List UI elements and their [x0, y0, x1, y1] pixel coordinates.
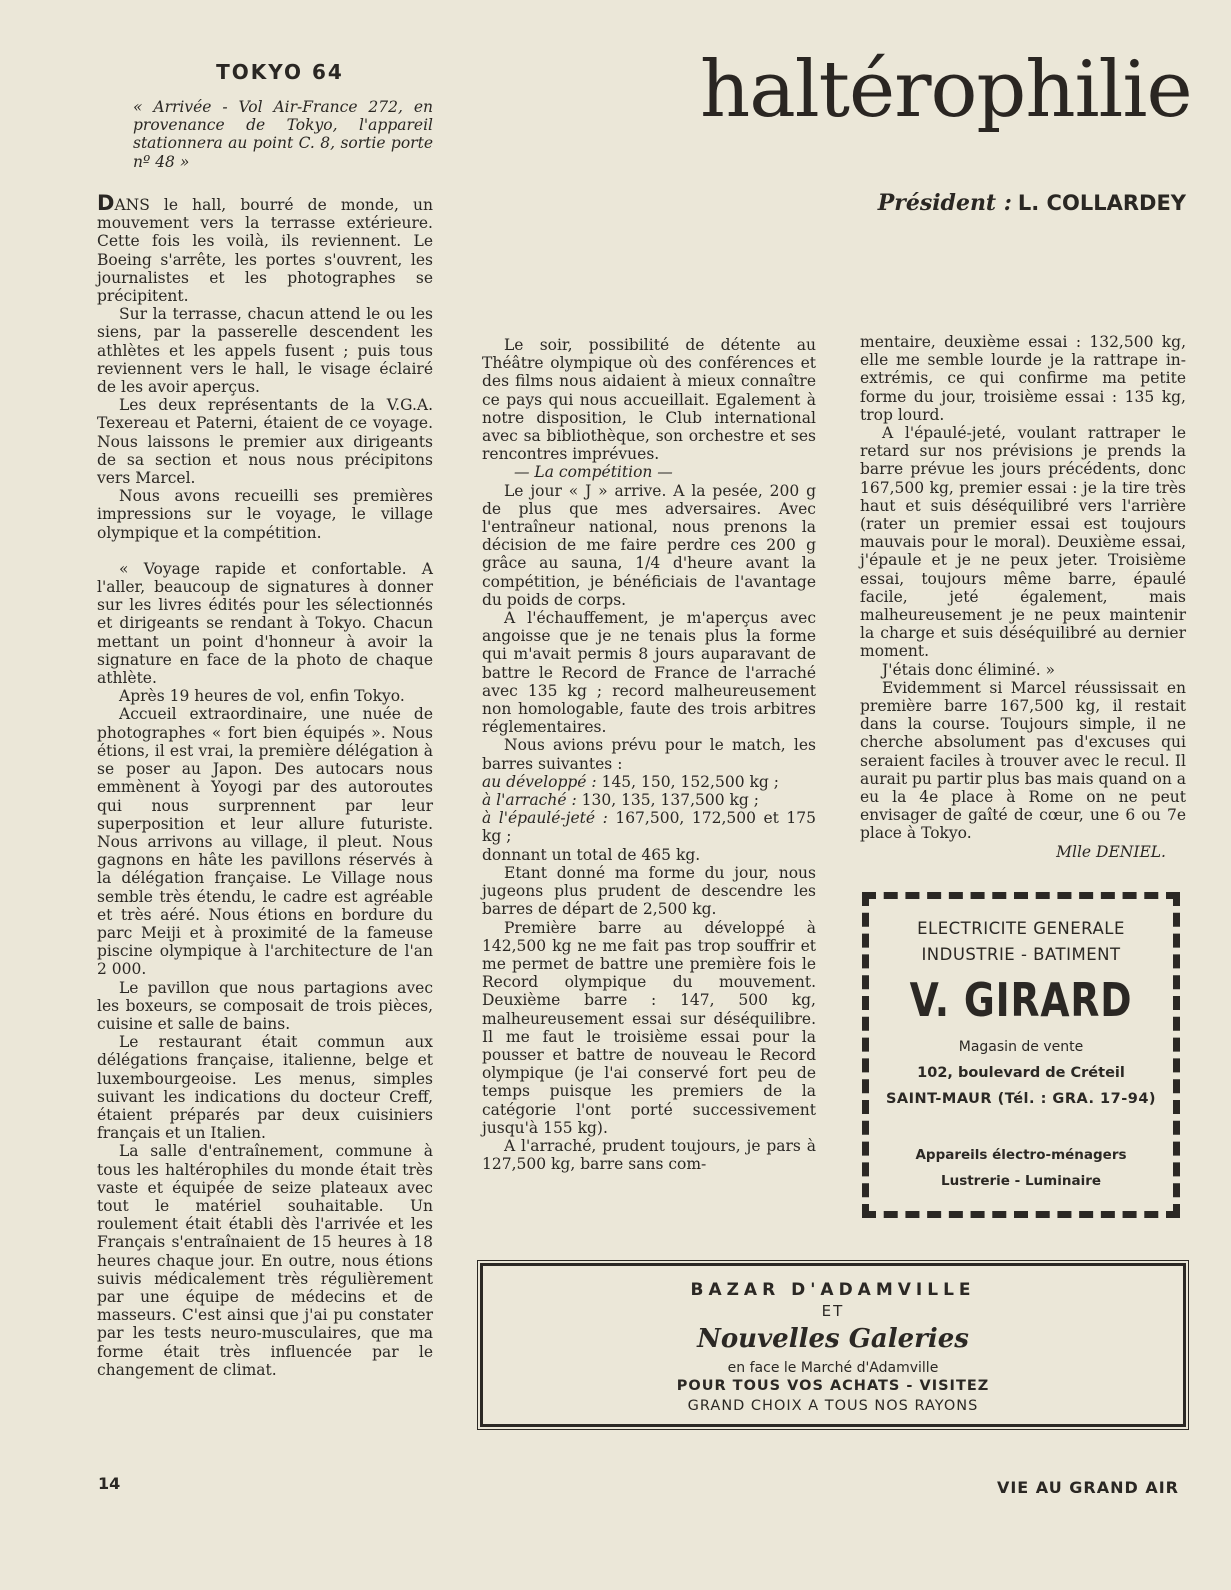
paragraph: A l'arraché, prudent toujours, je pars à 127,500 kg, barre sans com- [482, 1136, 816, 1174]
paragraph: Le restaurant était commun aux délégations française, italienne, belge et luxembourgeoise. Les menus, simples suivant les indications du docteur Creff, étaient préparés par deux cuisiniers français et un Italien. [97, 1033, 433, 1143]
paragraph: mentaire, deuxième essai : 132,500 kg, elle me semble lourde je la rattrape in-extrémis, ce qui confirme ma petite forme du jour, troisième essai : 135 kg, trop lourd. [860, 333, 1186, 424]
paragraph: « Voyage rapide et confortable. A l'aller, beaucoup de signatures à donner sur les livres édités pour les sélectionnés et dirigeants se rendant à Tokyo. Chacun mettant un point d'honneur à avoir la signature en face de la photo de chaque athlète. [97, 559, 433, 688]
paragraph: Accueil extraordinaire, une nuée de photographes « fort bien équipés ». Nous étions, il est vrai, la première délégation à se poser au Japon. Des autocars nous emmènent à Yoyogi par des autoroutes qui nous surprennent par leur superposition et leur allure futuriste. Nous arrivons au village, il pleut. Nous gagnons en hâte les pavillons réservés à la délégation française. Le Village nous semble très étendu, le cadre est agréable et très aéré. Nous étions en bordure du parc Meiji et à proximité de la fameuse piscine olympique à l'architecture de l'an 2 000. [97, 705, 433, 979]
ad-line: ELECTRICITE GENERALE [917, 919, 1125, 938]
planned-bar-line: au développé : 145, 150, 152,500 kg ; [482, 772, 779, 791]
ad-brand-name: V. GIRARD [909, 973, 1133, 1027]
ad-address: 102, boulevard de Créteil [917, 1065, 1125, 1081]
paragraph: J'étais donc éliminé. » [882, 660, 1056, 679]
author-signature: Mlle DENIEL. [1056, 842, 1166, 861]
paragraph: Première barre au développé à 142,500 kg ne me fait pas trop souffrir et me permet de battre une première fois le Record olympique du mouvement. Deuxième barre : 147, 500 kg, malheureusement essai sur déséquilibre. Il me faut le troisième essai pour la pousser et battre de nouveau le Record olympique (je l'ai conservé fort peu de temps puisque les premiers de la catégorie l'ont porté successivement jusqu'à 155 kg). [482, 918, 816, 1137]
president-label: Président : [877, 190, 1012, 216]
subheading: — La compétition — [514, 463, 673, 482]
ad-line: INDUSTRIE - BATIMENT [921, 945, 1121, 964]
girard-advertisement [862, 892, 1180, 1218]
paragraph: Nous avons recueilli ses premières impressions sur le voyage, le village olympique et la compétition. [97, 487, 433, 542]
article-title: TOKYO 64 [216, 60, 344, 84]
paragraph: Le soir, possibilité de détente au Théâtre olympique où des conférences et des films nous aidaient à mieux connaître ce pays qui nous accueillait. Egalement à notre disposition, le Club international avec sa bibliothèque, son orchestre et ses rencontres imprévues. [482, 336, 816, 464]
ad-line: Appareils électro-ménagers [915, 1147, 1127, 1163]
paragraph: Les deux représentants de la V.G.A. Texereau et Paterni, étaient de ce voyage. Nous laissons le premier aux dirigeants de sa section et nous nous précipitons vers Marcel. [97, 396, 433, 488]
ad-line: Magasin de vente [958, 1039, 1084, 1055]
paragraph: Sur la terrasse, chacun attend le ou les siens, par la passerelle descendent les athlètes et les appels fusent ; puis tous reviennent vers le hall, le visage éclairé de les avoir aperçus. [97, 305, 433, 397]
paragraph: A l'épaulé-jeté, voulant rattraper le retard sur nos prévisions je prends la barre prévue les jours précédents, donc 167,500 kg, premier essai : je la tire très haut et suis déséquilibré vers l'arrière (rater un premier essai est toujours mauvais pour le moral). Deuxième essai, j'épaule et je ne peux jeter. Troisième essai, toujours même barre, épaulé facile, jeté également, mais malheureusement je ne peux maintenir la charge et suis déséquilibré au dernier moment. [860, 424, 1186, 661]
president-line [760, 190, 1186, 216]
ad-line: en face le Marché d'Adamville [727, 1360, 939, 1376]
paragraph: Après 19 heures de vol, enfin Tokyo. [119, 687, 405, 706]
paragraph: DANS le hall, bourré de monde, un mouvement vers la terrasse extérieure. Cette fois les voilà, ils reviennent. Le Boeing s'arrête, les portes s'ouvrent, les journalistes et les photographes se précipitent. [97, 191, 433, 306]
paragraph: donnant un total de 465 kg. [482, 845, 701, 864]
page-number: 14 [98, 1474, 121, 1493]
paragraph: Nous avions prévu pour le match, les barres suivantes : [482, 736, 816, 773]
planned-bar-line: à l'épaulé-jeté : 167,500, 172,500 et 175 kg ; [482, 809, 816, 846]
magazine-name: VIE AU GRAND AIR [996, 1478, 1179, 1497]
paragraph: Le jour « J » arrive. A la pesée, 200 g de plus que mes adversaires. Avec l'entraîneur national, nous prenons la décision de me faire perdre ces 200 g grâce au sauna, 1/4 d'heure avant la compétition, je bénéficiais de l'avantage du poids de corps. [482, 481, 816, 609]
paragraph: Etant donné ma forme du jour, nous jugeons plus prudent de descendre les barres de départ de 2,500 kg. [482, 863, 816, 919]
ad-line: POUR TOUS VOS ACHATS - VISITEZ [676, 1378, 990, 1394]
president-name: L. COLLARDEY [1017, 191, 1186, 215]
ad-phone: SAINT-MAUR (Tél. : GRA. 17-94) [885, 1091, 1157, 1107]
section-heading: haltérophilie [700, 45, 1192, 135]
ad-script-name: Nouvelles Galeries [697, 1324, 969, 1354]
ad-line: GRAND CHOIX A TOUS NOS RAYONS [687, 1398, 979, 1414]
planned-bar-line: à l'arraché : 130, 135, 137,500 kg ; [482, 791, 759, 810]
ad-line: ET [821, 1302, 845, 1320]
ad-brand-name: BAZAR D'ADAMVILLE [690, 1280, 976, 1300]
paragraph: Evidemment si Marcel réussissait en première barre 167,500 kg, il restait dans la course. Toujours simple, il ne cherche absolument pas d'excuses qui seraient faciles à trouver avec le recul. Il aurait pu partir plus bas mais quand on a eu la 4e place à Rome on ne peut envisager de gaîté de cœur, une 6 ou 7e place à Tokyo. [860, 678, 1186, 843]
paragraph: La salle d'entraînement, commune à tous les haltérophiles du monde était très vaste et équipée de seize plateaux avec tout le matériel souhaitable. Un roulement était établi dès l'arrivée et les Français s'entraînaient de 15 heures à 18 heures chaque jour. En outre, nous étions suivis médicalement très régulièrement par une équipe de médecins et de masseurs. C'est ainsi que j'ai pu constater par les tests neuro-musculaires, que ma forme était très influencée par le changement de climat. [97, 1142, 433, 1379]
paragraph: Le pavillon que nous partagions avec les boxeurs, se composait de trois pièces, cuisine et salle de bains. [97, 978, 433, 1033]
paragraph: A l'échauffement, je m'aperçus avec angoisse que je ne tenais plus la forme qui m'avait permis 8 jours auparavant de battre le Record de France de l'arraché avec 135 kg ; record malheureusement non homologable, faute des trois arbitres réglementaires. [482, 609, 816, 737]
article-column-3 [860, 333, 1186, 861]
intro-quote: « Arrivée - Vol Air-France 272, en provenance de Tokyo, l'appareil stationnera au point C. 8, sortie porte nº 48 » [133, 98, 433, 171]
ad-line: Lustrerie - Luminaire [940, 1173, 1102, 1189]
article-column-1 [97, 191, 433, 1379]
article-column-2 [482, 336, 816, 1173]
drop-cap: D [97, 191, 115, 215]
bazar-advertisement [480, 1263, 1186, 1427]
